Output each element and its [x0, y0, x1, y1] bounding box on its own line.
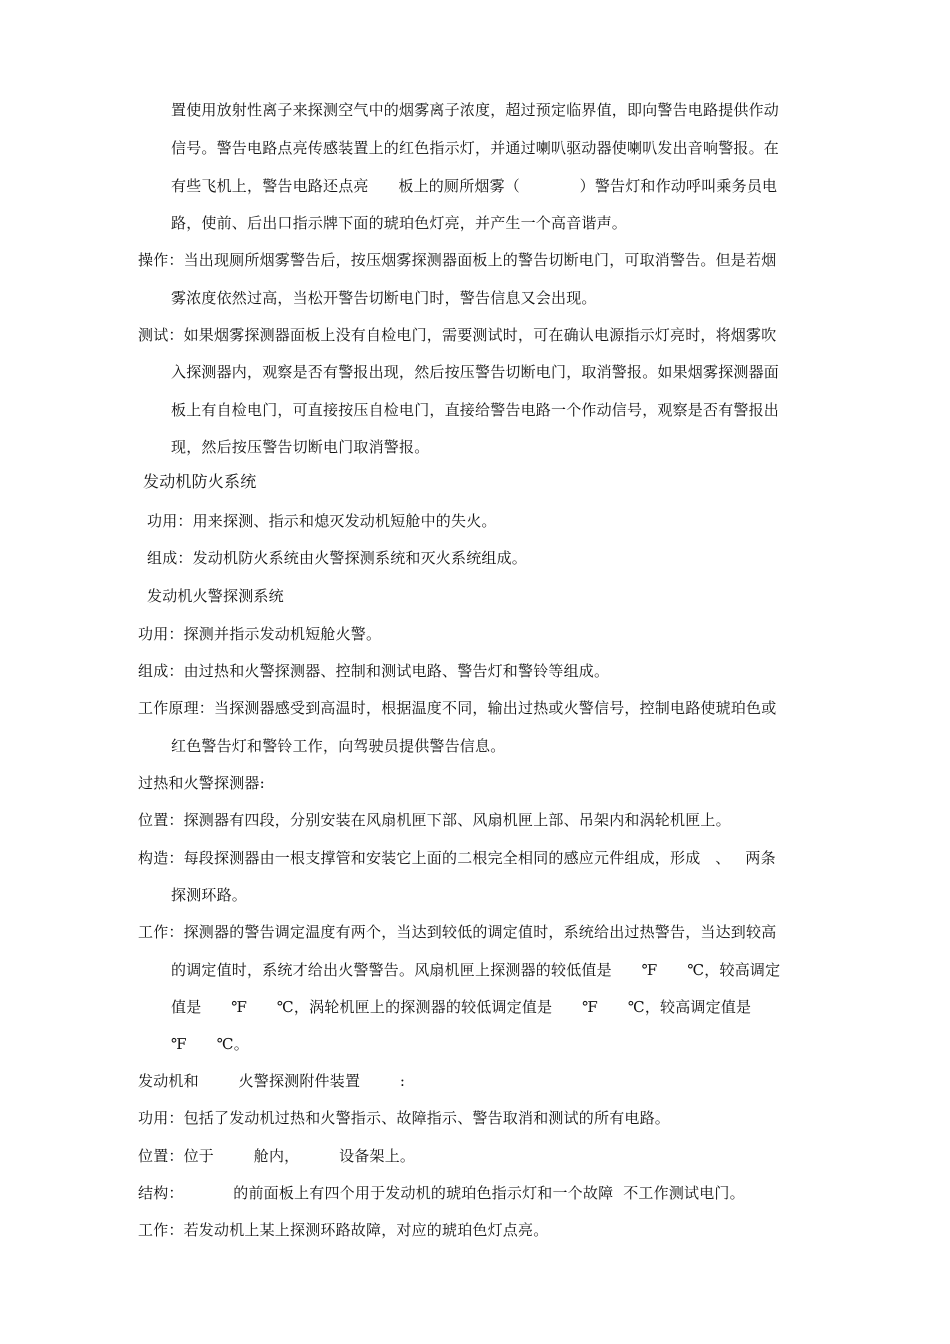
text-line: 现，然后按压警告切断电门取消警报。 [171, 438, 430, 456]
text-line: 路，使前、后出口指示牌下面的琥珀色灯亮，并产生一个高音谐声。 [171, 214, 628, 232]
text-line: 雾浓度依然过高，当松开警告切断电门时，警告信息又会出现。 [171, 289, 597, 307]
text-line: 组成：发动机防火系统由火警探测系统和灭火系统组成。 [147, 549, 528, 567]
text-line: 探测环路。 [171, 886, 248, 904]
test-paragraph: 测试：如果烟雾探测器面板上没有自检电门，需要测试时，可在确认电源指示灯亮时，将烟雾吹 [138, 326, 777, 344]
text-line: 工作：若发动机上某上探测环路故障，对应的琥珀色灯点亮。 [138, 1221, 549, 1239]
text-line: 板上有自检电门，可直接按压自检电门，直接给警告电路一个作动信号，观察是否有警报出 [171, 401, 780, 419]
subsection-heading-detectors: 过热和火警探测器: [138, 774, 265, 792]
text-line: 值是 ℉ ℃，涡轮机匣上的探测器的较低调定值是 ℉ ℃，较高调定值是 [171, 998, 752, 1016]
text-line: 入探测器内，观察是否有警报出现，然后按压警告切断电门，取消警报。如果烟雾探测器面 [171, 363, 780, 381]
text-line: 有些飞机上，警告电路还点亮 板上的厕所烟雾（ ）警告灯和作动呼叫乘务员电 [171, 177, 778, 195]
text-line: ℉ ℃。 [171, 1035, 249, 1053]
section-heading-engine-fire-protection: 发动机防火系统 [143, 472, 257, 491]
text-line: 信号。警告电路点亮传感装置上的红色指示灯，并通过喇叭驱动器使喇叭发出音响警报。在 [171, 139, 780, 157]
text-line: 置使用放射性离子来探测空气中的烟雾离子浓度，超过预定临界值，即向警告电路提供作动 [171, 101, 780, 119]
text-line: 功用：包括了发动机过热和火警指示、故障指示、警告取消和测试的所有电路。 [138, 1109, 671, 1127]
text-line: 的调定值时，系统才给出火警警告。风扇机匣上探测器的较低值是 ℉ ℃，较高调定 [171, 961, 781, 979]
operation-paragraph: 操作：当出现厕所烟雾警告后，按压烟雾探测器面板上的警告切断电门，可取消警告。但是若烟 [138, 251, 777, 269]
text-line: 构造：每段探测器由一根支撑管和安装它上面的二根完全相同的感应元件组成，形成 、 两条 [138, 849, 776, 867]
text-line: 位置：探测器有四段，分别安装在风扇机匣下部、风扇机匣上部、吊架内和涡轮机匣上。 [138, 811, 731, 829]
subsection-heading-fire-detection: 发动机火警探测系统 [147, 587, 284, 605]
text-line: 红色警告灯和警铃工作，向驾驶员提供警告信息。 [171, 737, 506, 755]
text-line: 工作原理：当探测器感受到高温时，根据温度不同，输出过热或火警信号，控制电路使琥珀色或 [138, 699, 777, 717]
text-line: 功用：探测并指示发动机短舱火警。 [138, 625, 382, 643]
text-line: 组成：由过热和火警探测器、控制和测试电路、警告灯和警铃等组成。 [138, 662, 610, 680]
text-line: 位置：位于 舱内， 设备架上。 [138, 1147, 416, 1165]
text-line: 结构： 的前面板上有四个用于发动机的琥珀色指示灯和一个故障 不工作测试电门。 [138, 1184, 745, 1202]
text-line: 工作：探测器的警告调定温度有两个，当达到较低的调定值时，系统给出过热警告，当达到较高 [138, 923, 777, 941]
text-line: 功用：用来探测、指示和熄灭发动机短舱中的失火。 [147, 512, 497, 530]
subsection-heading-fire-detection-accessory: 发动机和 火警探测附件装置 : [138, 1072, 406, 1090]
